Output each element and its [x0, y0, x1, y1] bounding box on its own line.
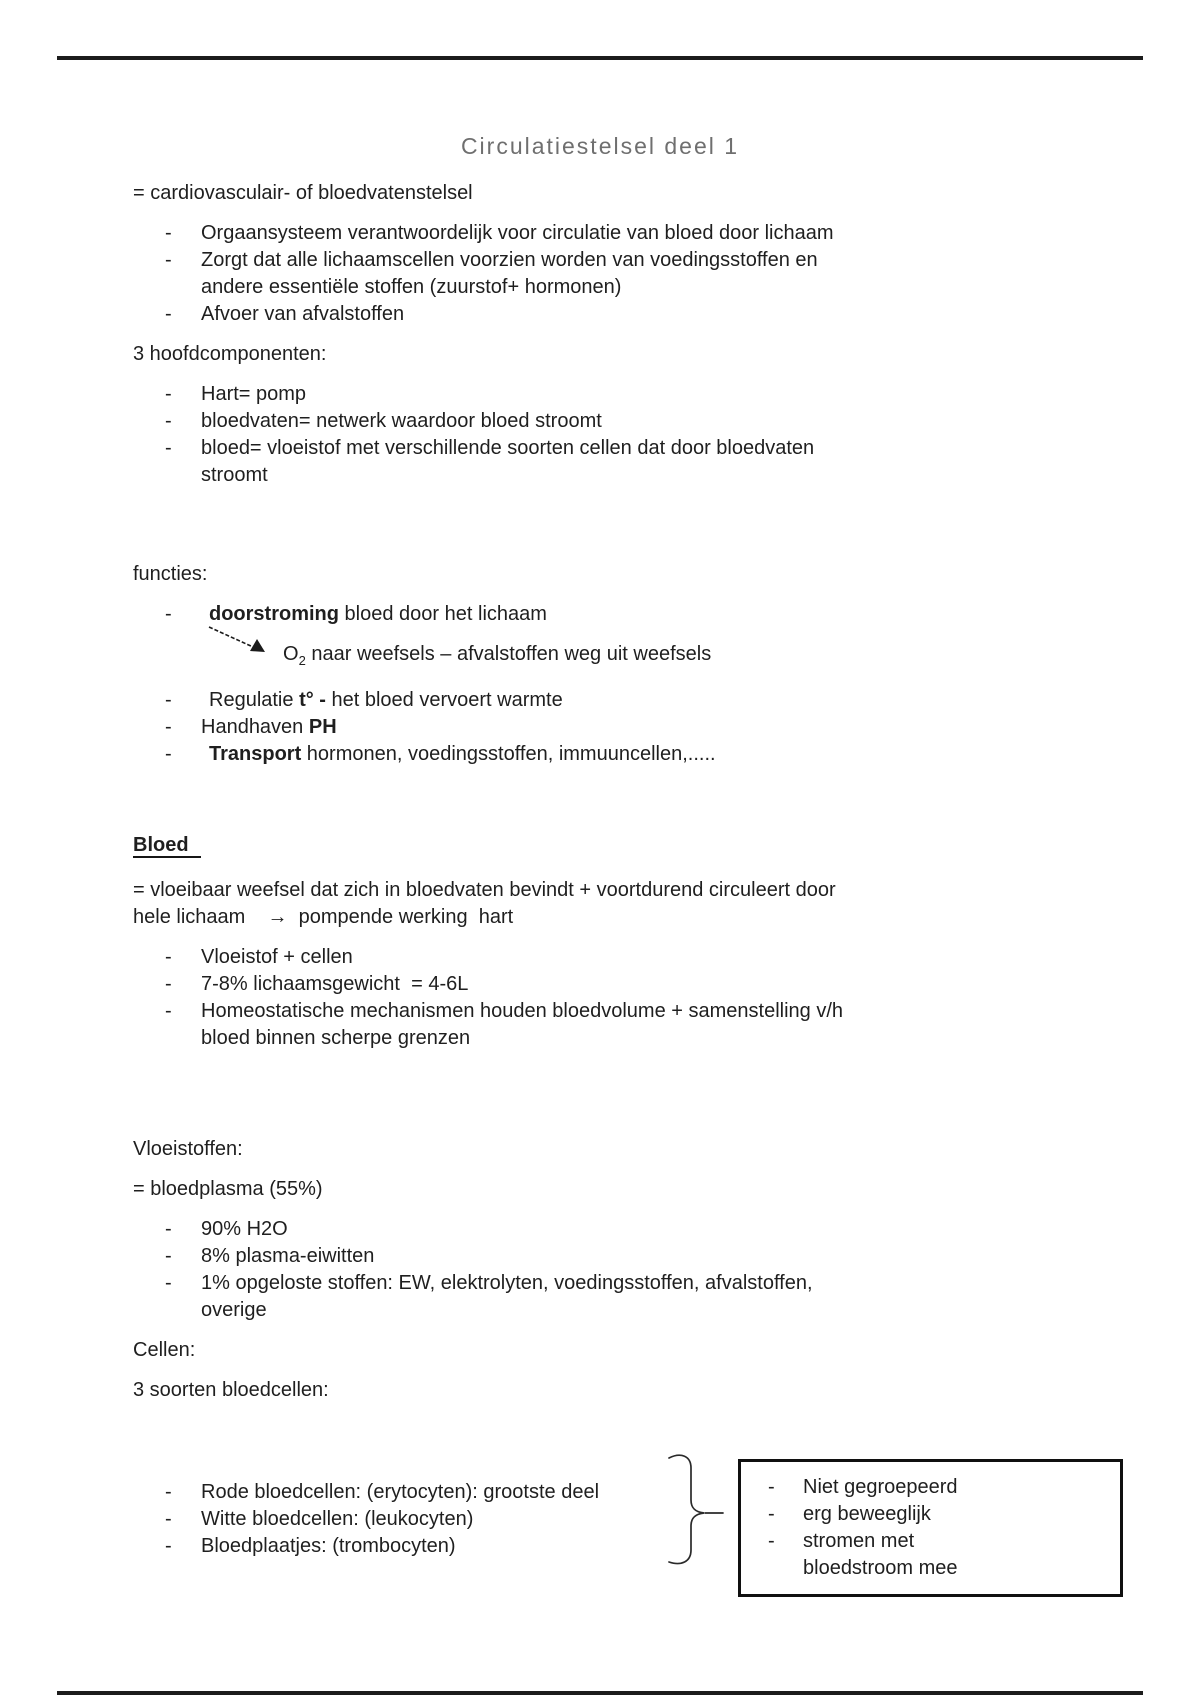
list-item: [165, 408, 1067, 435]
list-item: [165, 971, 1067, 998]
bullet-text: erg beweeglijk: [803, 1503, 931, 1525]
bullet-dash: -: [165, 383, 172, 405]
bullet-dash: -: [165, 437, 172, 459]
document-content: [133, 130, 1067, 1634]
cellen-heading: Cellen:: [133, 1339, 196, 1361]
bullet-text: Hart= pomp: [201, 383, 307, 405]
componenten-heading: 3 hoofdcomponenten:: [133, 343, 327, 365]
list-item: [165, 1270, 1067, 1324]
componenten-bullet-list: [133, 381, 1067, 489]
list-item: [165, 1479, 599, 1506]
intro-bullet-list: [133, 220, 1067, 328]
bullet-text: Homeostatische mechanismen houden bloedvolume + samenstelling v/h bloed binnen scherpe grenzen: [201, 1000, 844, 1049]
bullet-dash: -: [165, 1000, 172, 1022]
bullet-text: Afvoer van afvalstoffen: [201, 303, 405, 325]
vloeistoffen-line: = bloedplasma (55%): [133, 1178, 323, 1200]
bullet-dash: -: [165, 1218, 172, 1240]
bullet-dash: -: [165, 249, 172, 271]
bullet-text: Handhaven PH: [201, 716, 337, 738]
vloeistoffen-bullet-list: [133, 1216, 1067, 1324]
o2-line: $O_2$ naar weefsels – afvalstoffen weg uit weefsels: [283, 643, 712, 668]
bullet-text: Transport hormonen, voedingsstoffen, immuuncellen,.....: [209, 743, 716, 765]
brace-icon: [659, 1450, 731, 1570]
bullet-text: Regulatie t° - het bloed vervoert warmte: [209, 689, 563, 711]
bullet-text: Zorgt dat alle lichaamscellen voorzien worden van voedingsstoffen en andere essentiële stoffen (zuurstof+ hormonen): [201, 249, 818, 298]
annotation-arrow-icon: [207, 625, 273, 659]
bullet-dash: -: [165, 1535, 172, 1557]
list-item: [165, 381, 1067, 408]
list-item: [768, 1528, 1114, 1582]
bullet-text: Orgaansysteem verantwoordelijk voor circulatie van bloed door lichaam: [201, 222, 834, 244]
bullet-dash: -: [165, 603, 172, 625]
bullet-text: Vloeistof + cellen: [201, 946, 353, 968]
bullet-dash: -: [165, 716, 172, 738]
list-item: [768, 1501, 1114, 1528]
list-item: [768, 1474, 1114, 1501]
bullet-dash: -: [165, 1508, 172, 1530]
bullet-dash: -: [165, 410, 172, 432]
bullet-text: doorstroming bloed door het lichaam: [209, 603, 547, 625]
bullet-dash: -: [165, 689, 172, 711]
intro-line: = cardiovasculair- of bloedvatenstelsel: [133, 182, 473, 204]
page-title: Circulatiestelsel deel 1: [460, 133, 740, 159]
list-item: [165, 741, 1067, 768]
bloed-bullet-list: [133, 944, 1067, 1052]
bullet-text: stromen met bloedstroom mee: [803, 1530, 958, 1579]
bullet-dash: -: [165, 222, 172, 244]
bullet-text: Rode bloedcellen: (erytocyten): grootste deel: [201, 1481, 600, 1503]
bloed-heading: Bloed: [133, 832, 1067, 859]
bullet-text: 90% H2O: [201, 1218, 288, 1240]
bullet-dash: -: [165, 1481, 172, 1503]
functies-block: [133, 601, 1067, 768]
functies-heading: functies:: [133, 563, 208, 585]
top-border-rule: [57, 56, 1143, 60]
list-item: [165, 301, 1067, 328]
bullet-text: 7-8% lichaamsgewicht = 4-6L: [201, 973, 469, 995]
list-item: [165, 1243, 1067, 1270]
bullet-dash: -: [165, 303, 172, 325]
bottom-border-rule: [57, 1691, 1143, 1695]
annotation-box-list: [741, 1474, 1114, 1582]
list-item: [165, 220, 1067, 247]
bullet-text: Niet gegroepeerd: [803, 1476, 958, 1498]
list-item: [165, 714, 1067, 741]
list-item: [165, 1506, 599, 1533]
bullet-text: Bloedplaatjes: (trombocyten): [201, 1535, 456, 1557]
bullet-text: bloed= vloeistof met verschillende soorten cellen dat door bloedvaten stroomt: [201, 437, 815, 486]
functies-bullet-list: [133, 687, 1067, 768]
list-item: [165, 998, 1067, 1052]
list-item: [165, 247, 1067, 301]
bullet-dash: -: [768, 1503, 775, 1525]
bloed-definition: = vloeibaar weefsel dat zich in bloedvaten bevindt + voortdurend circuleert door hele lichaam → pompende werking hart: [133, 879, 836, 928]
bullet-dash: -: [165, 743, 172, 765]
list-item: [165, 601, 1067, 628]
bloedcellen-row: [133, 1444, 1067, 1634]
bullet-text: Witte bloedcellen: (leukocyten): [201, 1508, 474, 1530]
list-item: [165, 687, 1067, 714]
bullet-text: bloedvaten= netwerk waardoor bloed stroomt: [201, 410, 602, 432]
vloeistoffen-heading: Vloeistoffen:: [133, 1138, 243, 1160]
bullet-dash: -: [768, 1476, 775, 1498]
cellen-subheading: 3 soorten bloedcellen:: [133, 1379, 329, 1401]
list-item: [165, 435, 1067, 489]
functies-bullet-list-top: [133, 601, 1067, 628]
bullet-dash: -: [165, 1272, 172, 1294]
subscript: 2: [298, 653, 306, 668]
bullet-text: 8% plasma-eiwitten: [201, 1245, 375, 1267]
bloedcellen-bullet-list: [133, 1479, 599, 1560]
bullet-text: 1% opgeloste stoffen: EW, elektrolyten, voedingsstoffen, afvalstoffen, overige: [201, 1272, 813, 1321]
annotation-box: [738, 1459, 1123, 1597]
list-item: [165, 1216, 1067, 1243]
bullet-dash: -: [165, 1245, 172, 1267]
bullet-dash: -: [165, 973, 172, 995]
list-item: [165, 944, 1067, 971]
bullet-dash: -: [768, 1530, 775, 1552]
list-item: [165, 1533, 599, 1560]
bullet-dash: -: [165, 946, 172, 968]
